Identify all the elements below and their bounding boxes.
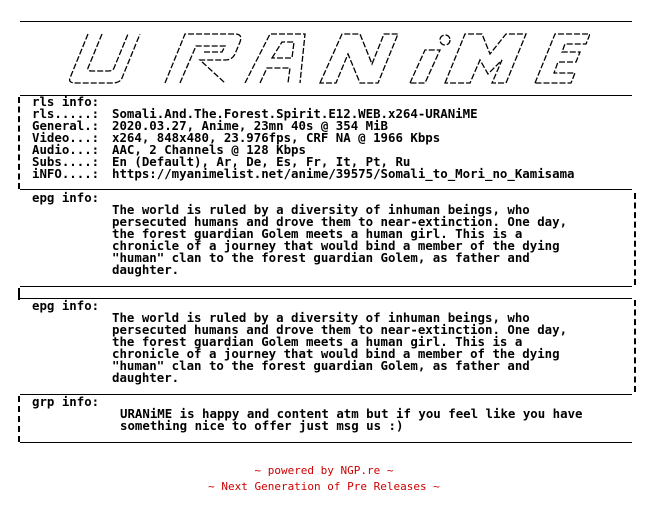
rls-key-subs: Subs....: bbox=[32, 154, 100, 169]
epg2-line: the forest guardian Golem meets a human girl. This is a bbox=[112, 334, 523, 349]
left-frame-rls bbox=[18, 97, 20, 189]
epg1-line: persecuted humans and drove them to near-extinction. One day, bbox=[112, 214, 568, 229]
grp-line: URANiME is happy and content atm but if you feel like you have bbox=[120, 406, 583, 421]
epg1-line: "human" clan to the forest guardian Golem, as father and bbox=[112, 250, 530, 265]
separator-grp-end bbox=[20, 442, 632, 443]
right-frame-epg1 bbox=[634, 193, 636, 285]
rls-header: rls info: bbox=[32, 94, 100, 109]
rls-key-info: iNFO....: bbox=[32, 166, 100, 181]
rls-value-audio: AAC, 2 Channels @ 128 Kbps bbox=[112, 142, 306, 157]
epg1-line: daughter. bbox=[112, 262, 180, 277]
separator-rls-epg bbox=[20, 189, 632, 190]
rls-value-video: x264, 848x480, 23.976fps, CRF NA @ 1966 Kbps bbox=[112, 130, 441, 145]
epg2-line: "human" clan to the forest guardian Golem, as father and bbox=[112, 358, 530, 373]
rls-value-subs: En (Default), Ar, De, Es, Fr, It, Pt, Ru bbox=[112, 154, 411, 169]
left-frame-grp bbox=[18, 396, 20, 442]
grp-line: something nice to offer just msg us :) bbox=[120, 418, 404, 433]
rls-key-video: Video...: bbox=[32, 130, 100, 145]
rls-key-release: rls.....: bbox=[32, 106, 100, 121]
footer-powered-by: ~ powered by NGP.re ~ bbox=[254, 464, 394, 477]
footer-tagline: ~ Next Generation of Pre Releases ~ bbox=[208, 480, 440, 493]
epg2-line: The world is ruled by a diversity of inhuman beings, who bbox=[112, 310, 530, 325]
separator-epg2-start bbox=[20, 298, 632, 299]
grp-header: grp info: bbox=[32, 394, 100, 409]
separator-epg2-end bbox=[20, 394, 632, 395]
epg2-header: epg info: bbox=[32, 298, 100, 313]
top-border-line bbox=[20, 21, 632, 22]
rls-value-general: 2020.03.27, Anime, 23mn 40s @ 354 MiB bbox=[112, 118, 389, 133]
rls-key-general: General.: bbox=[32, 118, 100, 133]
separator-top-rls bbox=[20, 95, 632, 96]
epg1-line: the forest guardian Golem meets a human girl. This is a bbox=[112, 226, 523, 241]
epg2-line: daughter. bbox=[112, 370, 180, 385]
epg1-line: The world is ruled by a diversity of inhuman beings, who bbox=[112, 202, 530, 217]
epg2-line: persecuted humans and drove them to near-extinction. One day, bbox=[112, 322, 568, 337]
rls-value-release: Somali.And.The.Forest.Spirit.E12.WEB.x264-URANiME bbox=[112, 106, 478, 121]
right-frame-epg2 bbox=[634, 300, 636, 392]
epg1-header: epg info: bbox=[32, 190, 100, 205]
rls-key-audio: Audio...: bbox=[32, 142, 100, 157]
uranime-logo bbox=[60, 30, 590, 85]
epg1-line: chronicle of a journey that would bind a member of the dying bbox=[112, 238, 560, 253]
rls-value-info-link[interactable]: https://myanimelist.net/anime/39575/Somali_to_Mori_no_Kamisama bbox=[112, 166, 575, 181]
epg2-line: chronicle of a journey that would bind a member of the dying bbox=[112, 346, 560, 361]
separator-epg1-end bbox=[20, 286, 632, 287]
logo-art bbox=[60, 30, 590, 85]
